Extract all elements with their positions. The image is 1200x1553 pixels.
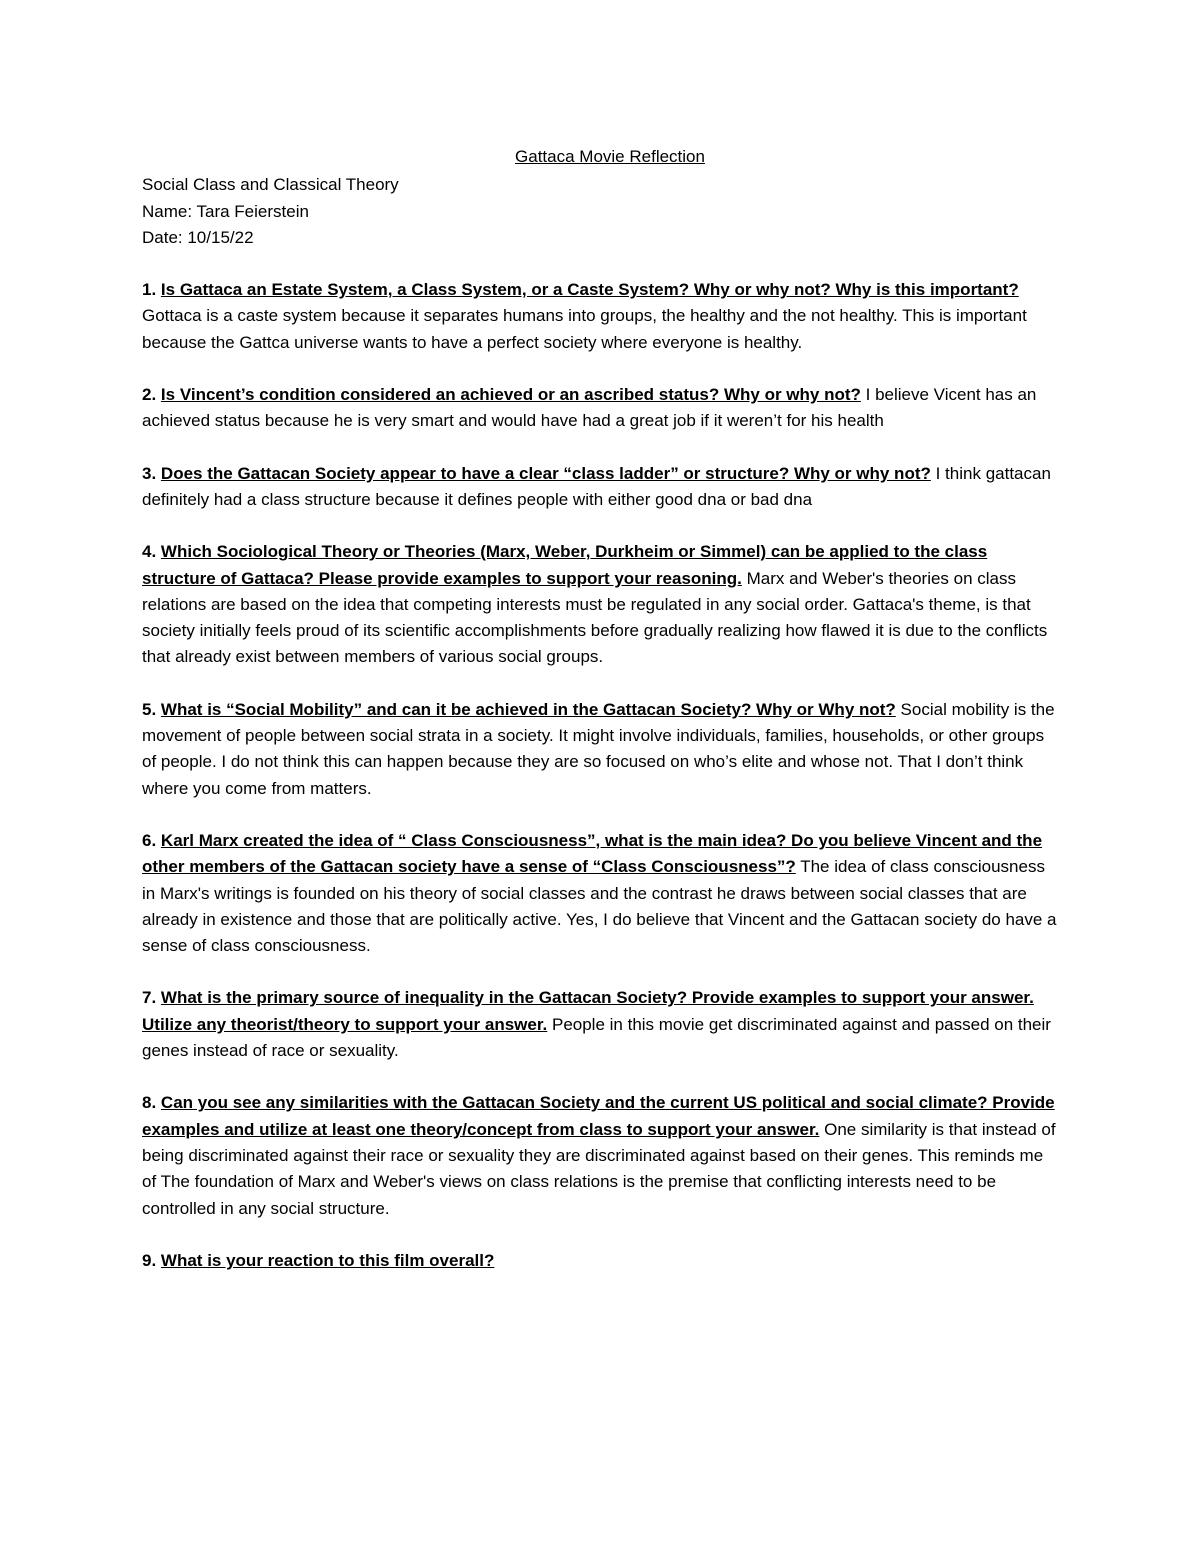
course-line: Social Class and Classical Theory bbox=[142, 175, 399, 195]
answer-text: Gottaca is a caste system because it separates humans into groups, the healthy and the not healthy. This is important because the Gattca universe wants to have a perfect society where everyone is healthy. bbox=[142, 306, 1027, 352]
question-4 bbox=[142, 539, 1060, 670]
answer-text: People in this movie get discriminated against and passed on their genes instead of race or sexuality. bbox=[142, 1014, 1051, 1061]
question-text: Can you see any similarities with the Gattacan Society and the current US political and social climate? Provide examples and utilize at least one theory/concept from class to support your answer. bbox=[142, 1093, 1055, 1139]
question-7 bbox=[142, 985, 1060, 1064]
question-number: 2. bbox=[142, 385, 157, 405]
question-8 bbox=[142, 1090, 1060, 1221]
question-text: What is the primary source of inequality in the Gattacan Society? Provide examples to support your answer. Utilize any theorist/theory to support your answer. bbox=[142, 988, 1034, 1034]
question-number: 1. bbox=[142, 280, 157, 300]
name-line: Name: Tara Feierstein bbox=[142, 201, 309, 221]
question-number: 3. bbox=[142, 463, 157, 483]
answer-text: One similarity is that instead of being discriminated against their race or sexuality they are discriminated against based on their genes. This reminds me of The foundation of Marx and Weber's views on class relations is the premise that conflicting interests need to be controlled in any social structure. bbox=[142, 1119, 1056, 1218]
answer-text: Marx and Weber's theories on class relations are based on the idea that competing interests must be regulated in any social order. Gattaca's theme, is that society initially feels proud of its scientific accomplishments before gradually realizing how flawed it is due to the conflicts that already exist between members of various social groups. bbox=[142, 568, 1048, 667]
question-number: 6. bbox=[142, 830, 157, 850]
date-line: Date: 10/15/22 bbox=[142, 227, 254, 247]
answer-text: Social mobility is the movement of people between social strata in a society. It might involve individuals, families, households, or other groups of people. I do not think this can happen because they are so focused on who’s elite and whose not. That I don’t think where you come from matters. bbox=[142, 699, 1055, 798]
question-text: Karl Marx created the idea of “ Class Consciousness”, what is the main idea? Do you believe Vincent and the other members of the Gattacan society have a sense of “Class Consciousness”? bbox=[142, 830, 1043, 877]
answer-text: The idea of class consciousness in Marx's writings is founded on his theory of social classes and the contrast he draws between social classes that are already in existence and those that are politically active. Yes, I do believe that Vincent and the Gattacan society do have a sense of class consciousness. bbox=[142, 857, 1057, 956]
question-text: Does the Gattacan Society appear to have a clear “class ladder” or structure? Why or why not? bbox=[160, 463, 931, 483]
question-3 bbox=[142, 461, 1060, 514]
question-number: 5. bbox=[142, 699, 157, 719]
question-number: 9. bbox=[142, 1250, 157, 1270]
question-number: 8. bbox=[142, 1093, 157, 1113]
question-number: 4. bbox=[142, 542, 157, 562]
document-body bbox=[142, 144, 1060, 1274]
question-number: 7. bbox=[142, 988, 157, 1008]
question-text: Is Vincent’s condition considered an achieved or an ascribed status? Why or why not? bbox=[160, 385, 861, 405]
question-9 bbox=[142, 1248, 1060, 1274]
question-6 bbox=[142, 828, 1060, 959]
question-2 bbox=[142, 382, 1060, 435]
question-text: What is your reaction to this film overall? bbox=[160, 1250, 495, 1270]
question-5 bbox=[142, 697, 1060, 802]
question-text: Is Gattaca an Estate System, a Class System, or a Caste System? Why or why not? Why is this important? bbox=[160, 280, 1019, 300]
answer-text: I think gattacan definitely had a class structure because it defines people with either good dna or bad dna bbox=[142, 463, 1051, 509]
answer-text: I believe Vicent has an achieved status because he is very smart and would have had a great job if it weren’t for his health bbox=[142, 385, 1037, 431]
question-1 bbox=[142, 277, 1060, 356]
question-text: What is “Social Mobility” and can it be achieved in the Gattacan Society? Why or Why not? bbox=[160, 699, 896, 719]
question-text: Which Sociological Theory or Theories (Marx, Weber, Durkheim or Simmel) can be applied to the class structure of Gattaca? Please provide examples to support your reasoning. bbox=[142, 542, 988, 588]
document-title: Gattaca Movie Reflection bbox=[515, 147, 705, 166]
